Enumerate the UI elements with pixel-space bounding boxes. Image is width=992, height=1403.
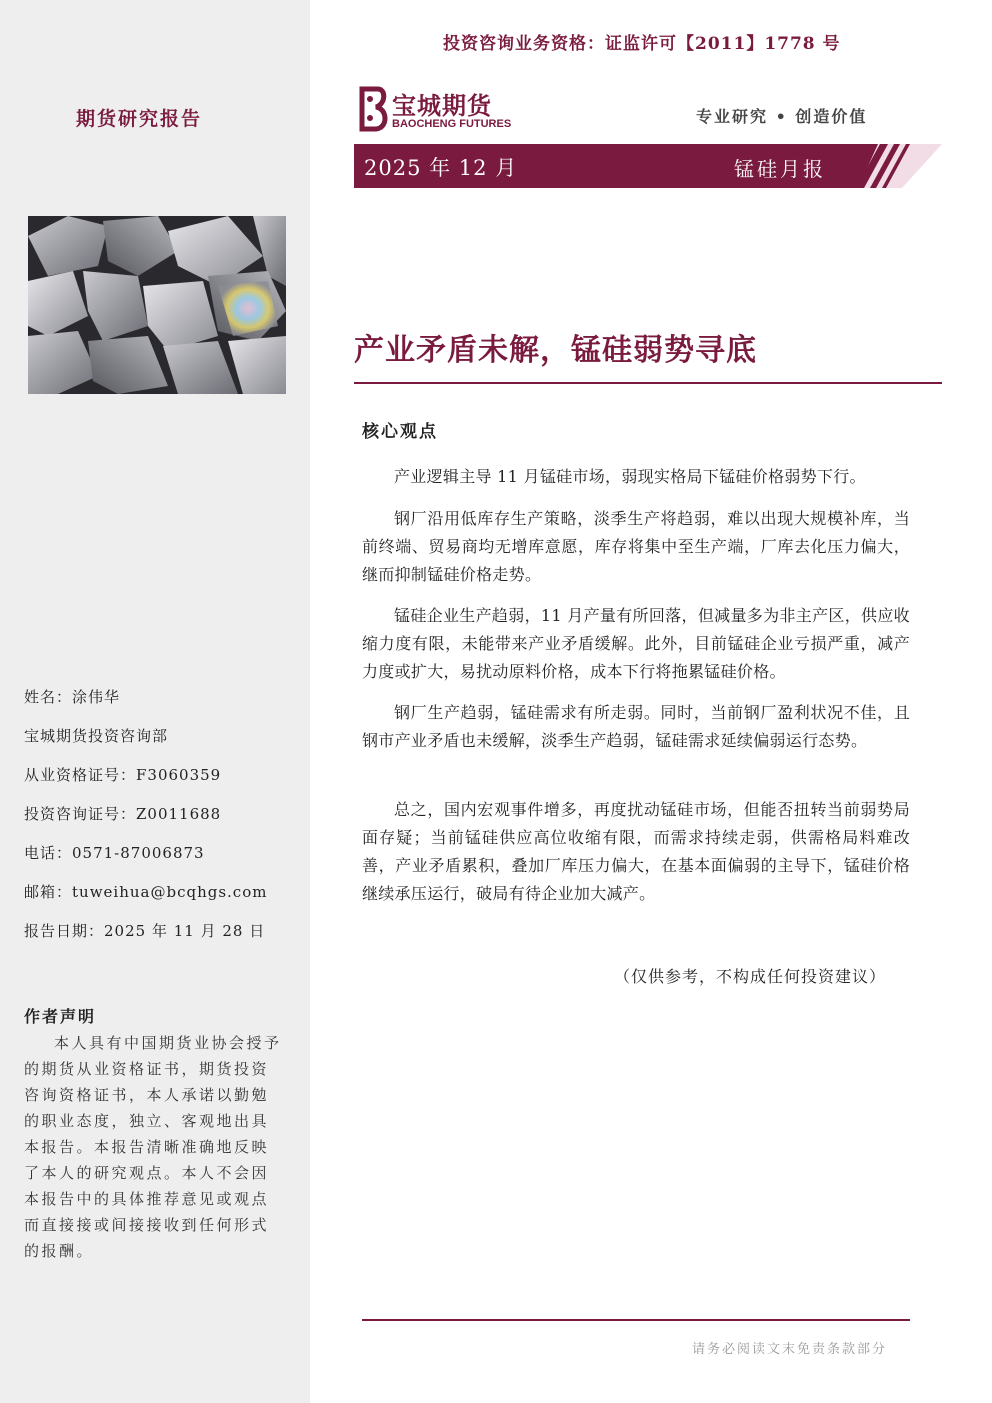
sidebar (0, 0, 310, 1403)
qualification-number: 从业资格证号：F3060359 (24, 766, 222, 784)
footer-note: 请务必阅读文末免责条款部分 (692, 1342, 888, 1357)
author-declaration-body: 本人具有中国期货业协会授予的期货从业资格证书，期货投资咨询资格证书，本人承诺以勤勉的职业态度，独立、客观地出具本报告。本报告清晰准确地反映了本人的研究观点。本人不会因本报告中的具体推荐意见或观点而直接接或间接接收到任何形式的报酬。 (24, 1034, 282, 1260)
cover-photo-ferroalloy (28, 216, 286, 394)
report-headline: 产业矛盾未解，锰硅弱势寻底 (354, 333, 757, 368)
footer-divider (362, 1319, 910, 1321)
department: 宝城期货投资咨询部 (24, 727, 169, 745)
banner-report-kind: 锰硅月报 (734, 157, 826, 181)
logo-name-en: BAOCHENG FUTURES (392, 118, 512, 130)
banner-stripe-decoration (858, 144, 942, 188)
paragraph: 锰硅企业生产趋弱，11 月产量有所回落，但减量多为非主产区，供应收缩力度有限，未能带来产业矛盾缓解。此外，目前锰硅企业亏损严重，减产力度或扩大，易扰动原料价格，成本下行将拖累锰硅价格。 (362, 606, 910, 681)
core-view-title: 核心观点 (362, 422, 438, 442)
consulting-license-number: 投资咨询证号：Z0011688 (24, 805, 222, 823)
paragraph: 钢厂生产趋弱，锰硅需求有所走弱。同时，当前钢厂盈利状况不佳，且钢市产业矛盾也未缓解，淡季生产趋弱，锰硅需求延续偏弱运行态势。 (362, 703, 910, 750)
slogan: 专业研究 • 创造价值 (696, 107, 868, 126)
report-date: 报告日期：2025 年 11 月 28 日 (24, 922, 266, 940)
investment-disclaimer: （仅供参考，不构成任何投资建议） (614, 967, 887, 986)
paragraph: 钢厂沿用低库存生产策略，淡季生产将趋弱，难以出现大规模补库，当前终端、贸易商均无增库意愿，库存将集中至生产端，厂库去化压力偏大，继而抑制锰硅价格走势。 (362, 509, 910, 584)
logo-name-cn: 宝城期货 (392, 91, 492, 120)
report-type-title: 期货研究报告 (76, 108, 203, 130)
email: 邮箱：tuweihua@bcqhgs.com (24, 883, 268, 901)
headline-divider (354, 382, 942, 384)
banner-date: 2025 年 12 月 (364, 156, 518, 180)
ore-image (28, 216, 286, 394)
license-text: 投资咨询业务资格：证监许可【2011】1778 号 (443, 34, 841, 54)
logo-emblem-icon (356, 86, 390, 132)
paragraph: 产业逻辑主导 11 月锰硅市场，弱现实格局下锰硅价格弱势下行。 (394, 467, 866, 486)
author-name: 姓名：涂伟华 (24, 688, 121, 706)
phone: 电话：0571-87006873 (24, 844, 205, 862)
paragraph: 总之，国内宏观事件增多，再度扰动锰硅市场，但能否扭转当前弱势局面存疑；当前锰硅供应高位收缩有限，而需求持续走弱，供需格局料难改善，产业矛盾累积，叠加厂库压力偏大，在基本面偏弱的主导下，锰硅价格继续承压运行，破局有待企业加大减产。 (362, 800, 910, 903)
title-banner (354, 144, 894, 188)
author-declaration-title: 作者声明 (24, 1007, 97, 1026)
company-logo (356, 86, 526, 132)
